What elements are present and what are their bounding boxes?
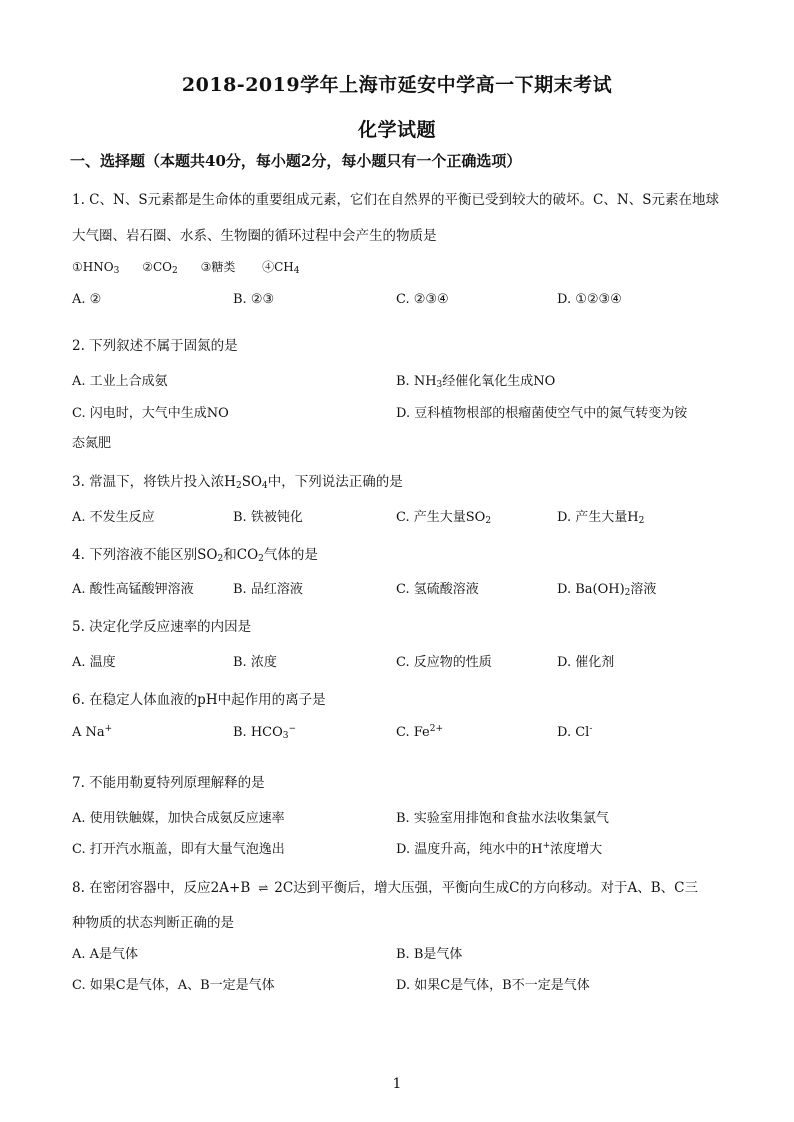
q2-option-d: D. 豆科植物根部的根瘤菌使空气中的氮气转变为铵 [396, 406, 688, 421]
q4-option-c: C. 氢硫酸溶液 [396, 582, 479, 597]
q4-stem: 4. 下列溶液不能区别$SO_2$和$CO_2$气体的是 [72, 547, 318, 564]
q8-option-c: C. 如果C是气体，A、B一定是气体 [72, 978, 275, 993]
q3-option-b: B. 铁被钝化 [233, 510, 303, 525]
q5-option-a: A. 温度 [72, 655, 116, 670]
q8-option-b: B. B是气体 [396, 947, 463, 962]
q1-items: $①HNO_3$ $②CO_2$ ③糖类 $④CH_4$ [72, 260, 300, 276]
q2-option-b: B. $NH_3$经催化氧化生成NO [396, 374, 556, 390]
equilibrium-arrow-icon: ⇌ [258, 881, 267, 895]
q1-option-b: B. ②③ [233, 292, 275, 307]
q7-option-b: B. 实验室用排饱和食盐水法收集氯气 [396, 811, 609, 826]
section-heading: 一、选择题（本题共40分，每小题2分，每小题只有一个正确选项） [70, 152, 522, 170]
q6-option-a: A Na+ [72, 724, 113, 740]
q4-option-a: A. 酸性高锰酸钾溶液 [72, 582, 194, 597]
q3-option-d: D. 产生大量$H_2$ [557, 510, 645, 526]
exam-title: 2018-2019学年上海市延安中学高一下期末考试 [181, 74, 613, 96]
q6-option-d: D. Cl- [557, 724, 593, 740]
q8-option-a: A. A是气体 [72, 947, 139, 962]
q1-stem-line2: 大气圈、岩石圈、水系、生物圈的循环过程中会产生的物质是 [72, 228, 437, 244]
exam-subtitle: 化学试题 [357, 119, 436, 141]
q2-stem: 2. 下列叙述不属于固氮的是 [72, 338, 238, 354]
q7-option-d: D. 温度升高，纯水中的H+浓度增大 [396, 841, 603, 857]
q2-option-d-cont: 态氮肥 [72, 436, 112, 451]
q7-option-c: C. 打开汽水瓶盖，即有大量气泡逸出 [72, 842, 285, 857]
page-number: 1 [392, 1076, 402, 1092]
q1-option-a: A. ② [72, 292, 102, 307]
q5-option-b: B. 浓度 [233, 655, 277, 670]
q7-stem: 7. 不能用勒夏特列原理解释的是 [72, 775, 265, 791]
q3-option-c: C. 产生大量$SO_2$ [396, 510, 492, 526]
q8-option-d: D. 如果C是气体，B不一定是气体 [396, 978, 590, 993]
q6-stem: 6. 在稳定人体血液的pH中起作用的离子是 [72, 692, 326, 708]
q5-option-c: C. 反应物的性质 [396, 655, 492, 670]
q4-option-b: B. 品红溶液 [233, 582, 303, 597]
q3-option-a: A. 不发生反应 [72, 510, 155, 525]
q2-option-a: A. 工业上合成氨 [72, 374, 168, 389]
q8-stem-line2: 种物质的状态判断正确的是 [72, 915, 234, 931]
q3-stem: 3. 常温下，将铁片投入浓$H_2SO_4$中，下列说法正确的是 [72, 474, 403, 491]
q6-option-b: B. $HCO_3^-$ [233, 724, 297, 741]
q8-stem-line1: 8. 在密闭容器中，反应2A+B ⇌ 2C达到平衡后，增大压强，平衡向生成C的方向移动。对于A、B、C三 [72, 880, 698, 896]
q2-option-c: C. 闪电时，大气中生成NO [72, 406, 229, 421]
q6-option-c: C. $Fe^{2+}$ [396, 724, 444, 740]
q5-stem: 5. 决定化学反应速率的内因是 [72, 619, 252, 635]
q1-option-d: D. ①②③④ [557, 292, 622, 307]
q1-option-c: C. ②③④ [396, 292, 449, 307]
q4-option-d: D. $Ba(OH)_2$溶液 [557, 582, 657, 598]
q5-option-d: D. 催化剂 [557, 655, 615, 670]
q7-option-a: A. 使用铁触媒，加快合成氨反应速率 [72, 811, 285, 826]
q1-stem-line1: 1. C、N、S元素都是生命体的重要组成元素，它们在自然界的平衡已受到较大的破坏。C、N、S元素在地球 [72, 192, 719, 208]
